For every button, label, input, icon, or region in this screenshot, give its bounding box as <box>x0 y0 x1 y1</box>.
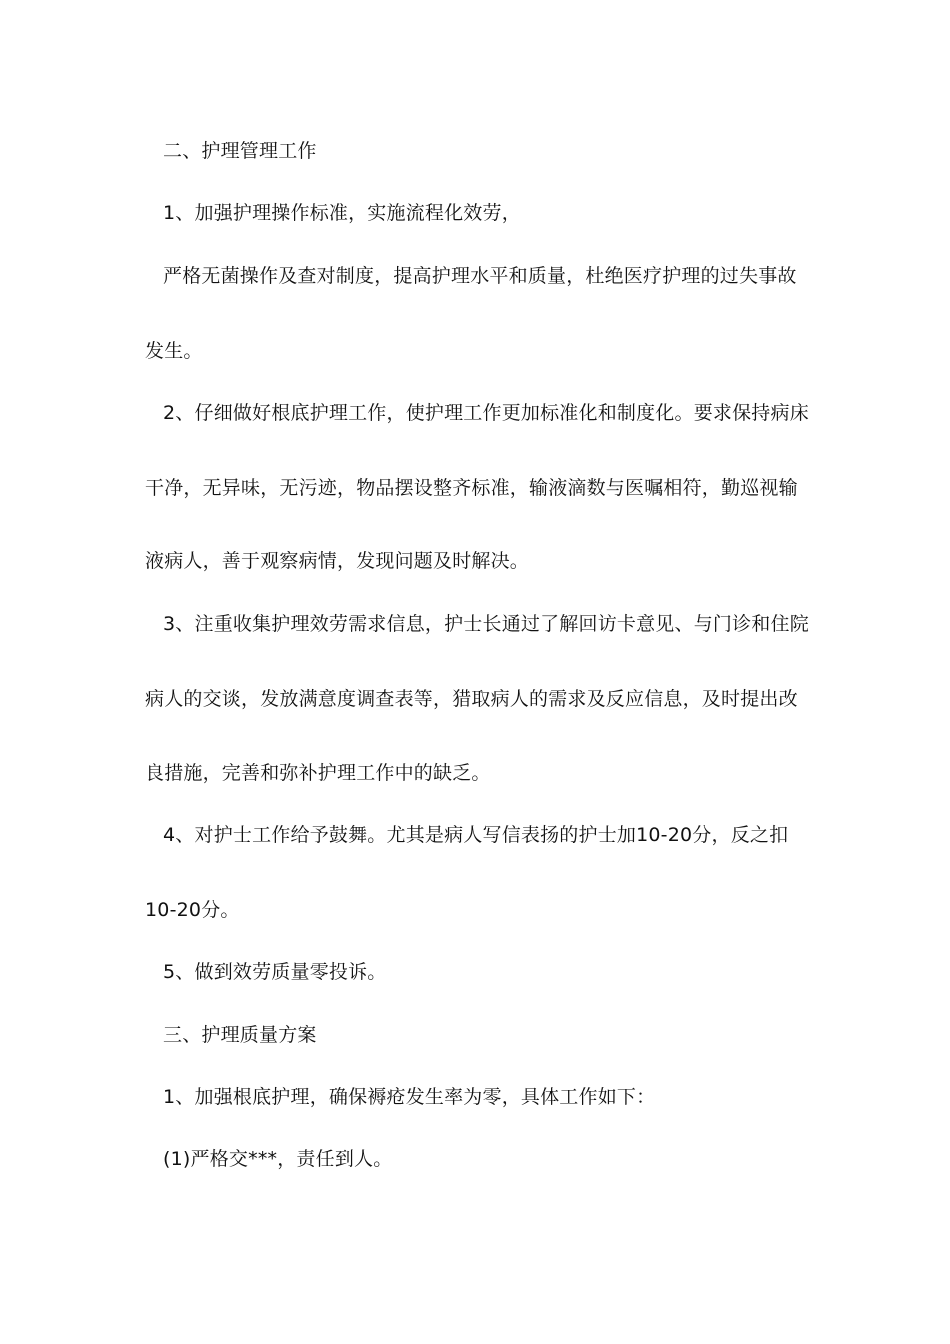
paragraph-line: 严格无菌操作及查对制度，提高护理水平和质量，杜绝医疗护理的过失事故 <box>163 265 797 287</box>
paragraph-line: 干净，无异味，无污迹，物品摆设整齐标准，输液滴数与医嘱相符，勤巡视输 <box>145 477 798 499</box>
paragraph-line: 4、对护士工作给予鼓舞。尤其是病人写信表扬的护士加10-20分，反之扣 <box>163 824 789 846</box>
paragraph-line: 1、加强护理操作标准，实施流程化效劳， <box>163 202 521 224</box>
paragraph-line: 发生。 <box>145 340 203 362</box>
paragraph-line: 液病人，善于观察病情，发现问题及时解决。 <box>145 550 530 572</box>
section-heading-nursing-management: 二、护理管理工作 <box>163 140 317 162</box>
paragraph-line: 3、注重收集护理效劳需求信息，护士长通过了解回访卡意见、与门诊和住院 <box>163 613 809 635</box>
paragraph-line: 5、做到效劳质量零投诉。 <box>163 961 387 983</box>
paragraph-line: 2、仔细做好根底护理工作，使护理工作更加标准化和制度化。要求保持病床 <box>163 402 809 424</box>
paragraph-line: 10-20分。 <box>145 899 240 921</box>
paragraph-line: 病人的交谈，发放满意度调查表等，猎取病人的需求及反应信息，及时提出改 <box>145 688 798 710</box>
paragraph-line: 良措施，完善和弥补护理工作中的缺乏。 <box>145 762 491 784</box>
section-heading-nursing-quality: 三、护理质量方案 <box>163 1024 317 1046</box>
paragraph-line: 1、加强根底护理，确保褥疮发生率为零，具体工作如下： <box>163 1086 656 1108</box>
paragraph-line: (1)严格交***，责任到人。 <box>163 1148 393 1170</box>
